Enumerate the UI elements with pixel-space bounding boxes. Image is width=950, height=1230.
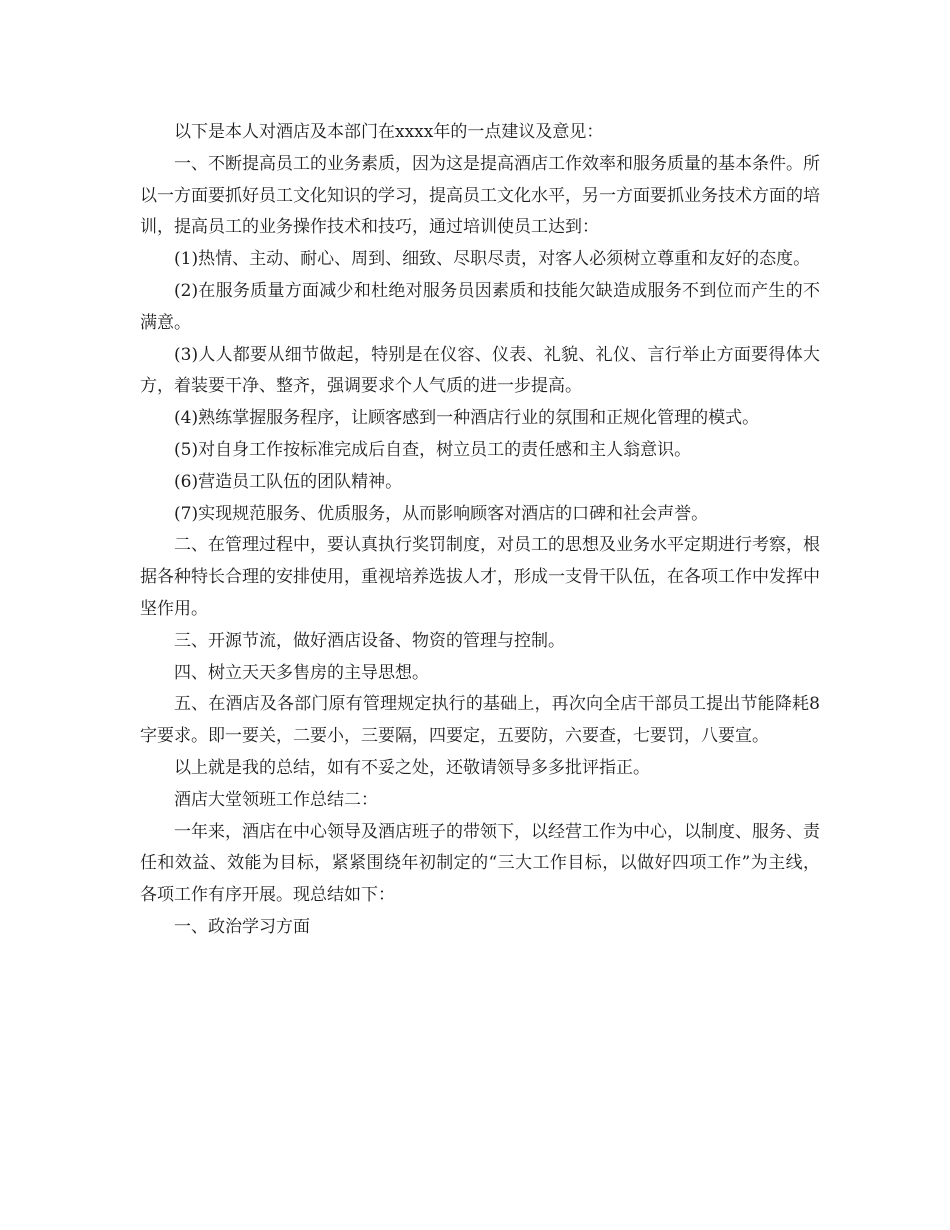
list-item-7: (7)实现规范服务、优质服务，从而影响顾客对酒店的口碑和社会声誉。 xyxy=(174,503,709,524)
suggestion-2-paragraph: 二、在管理过程中，要认真执行奖罚制度，对员工的思想及业务水平定期进行考察，根据各种特长合理的安排使用，重视培养选拔人才，形成一支骨干队伍，在各项工作中发挥中坚作用。 xyxy=(140,535,820,619)
list-item-5: (5)对自身工作按标准完成后自查，树立员工的责任感和主人翁意识。 xyxy=(174,439,692,460)
list-item-4: (4)熟练掌握服务程序，让顾客感到一种酒店行业的氛围和正规化管理的模式。 xyxy=(174,408,760,429)
suggestion-3-paragraph: 三、开源节流，做好酒店设备、物资的管理与控制。 xyxy=(174,630,565,651)
document-body xyxy=(140,117,820,944)
list-item-1: (1)热情、主动、耐心、周到、细致、尽职尽责，对客人必须树立尊重和友好的态度。 xyxy=(174,249,811,270)
list-item-3: (3)人人都要从细节做起，特别是在仪容、仪表、礼貌、礼仪、言行举止方面要得体大方，着装要干净、整齐，强调要求个人气质的进一步提高。 xyxy=(140,344,820,397)
intro-paragraph: 以下是本人对酒店及本部门在xxxx年的一点建议及意见： xyxy=(174,122,604,142)
suggestion-4-paragraph: 四、树立天天多售房的主导思想。 xyxy=(174,662,429,683)
list-item-6: (6)营造员工队伍的团队精神。 xyxy=(174,471,403,492)
closing-paragraph: 以上就是我的总结，如有不妥之处，还敬请领导多多批评指正。 xyxy=(174,757,650,778)
suggestion-1-paragraph: 一、不断提高员工的业务素质，因为这是提高酒店工作效率和服务质量的基本条件。所以一方面要抓好员工文化知识的学习，提高员工文化水平，另一方面要抓业务技术方面的培训，提高员工的业务操作技术和技巧，通过培训使员工达到： xyxy=(140,153,820,238)
subsection-heading: 一、政治学习方面 xyxy=(174,916,310,937)
suggestion-5-paragraph: 五、在酒店及各部门原有管理规定执行的基础上，再次向全店干部员工提出节能降耗8字要求。即一要关，二要小，三要隔，四要定，五要防，六要查，七要罚，八要宣。 xyxy=(140,694,820,747)
summary-intro-paragraph: 一年来，酒店在中心领导及酒店班子的带领下，以经营工作为中心，以制度、服务、责任和效益、效能为目标，紧紧围绕年初制定的“三大工作目标，以做好四项工作”为主线，各项工作有序开展。现总结如下： xyxy=(140,821,820,906)
list-item-2: (2)在服务质量方面减少和杜绝对服务员因素质和技能欠缺造成服务不到位而产生的不满意。 xyxy=(140,280,820,333)
section-heading: 酒店大堂领班工作总结二： xyxy=(174,789,378,810)
